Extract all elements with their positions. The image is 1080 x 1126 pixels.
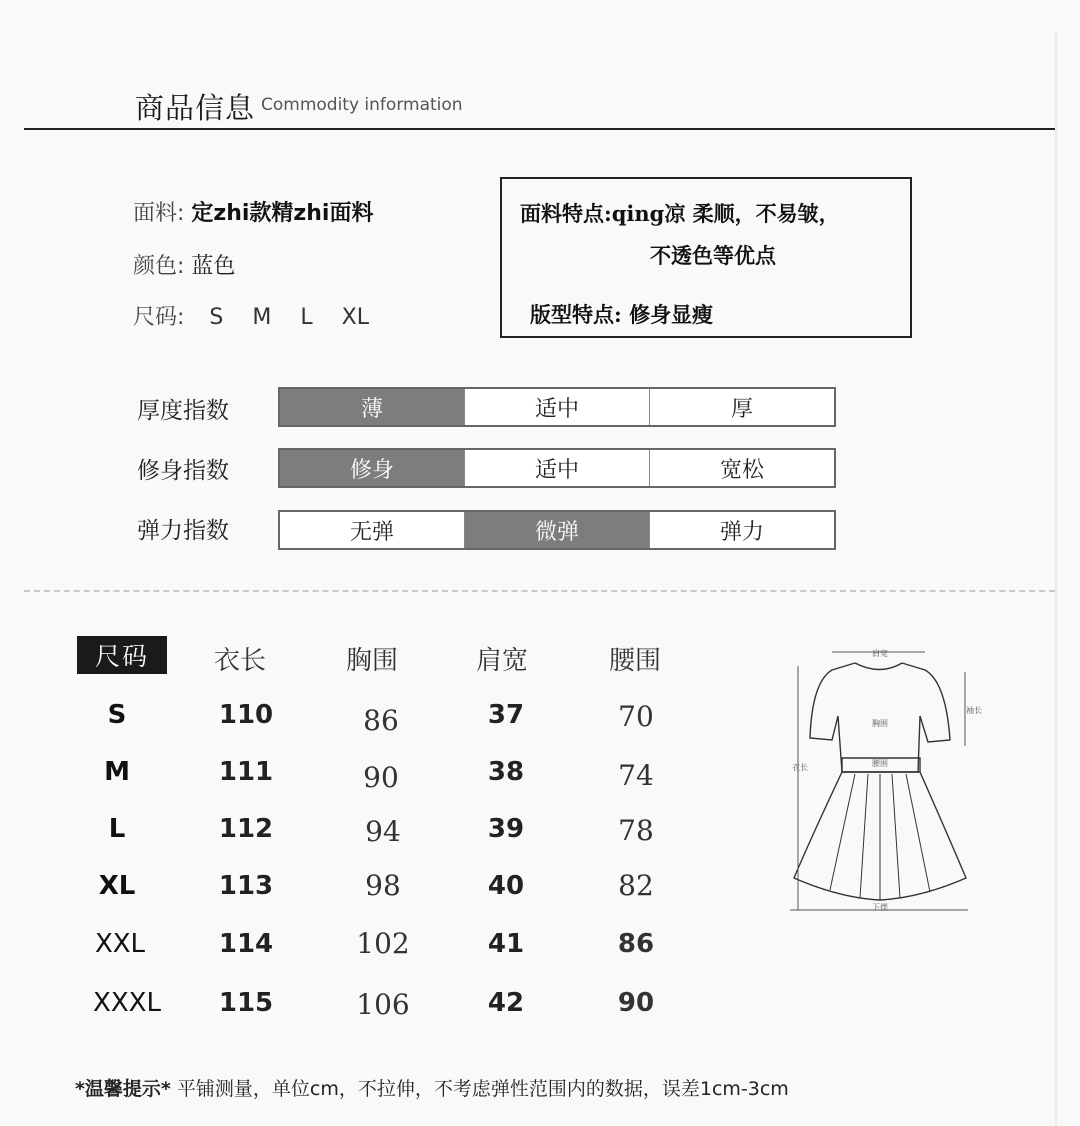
diagram-label-chest: 胸围 [872, 719, 888, 728]
fit-option-loose: 宽松 [649, 450, 834, 486]
dress-neckline [855, 663, 902, 670]
table-cell-chest: 106 [356, 988, 410, 1021]
dress-right-sleeve [902, 663, 950, 742]
table-cell-waist: 74 [618, 759, 654, 792]
table-cell-size: L [108, 814, 126, 844]
size-row [133, 300, 391, 331]
diagram-label-hem: 下摆 [872, 903, 888, 912]
table-cell-waist: 82 [618, 869, 654, 902]
table-cell-shoulder: 42 [487, 988, 525, 1018]
fabric-feature-line2: 不透色等优点 [650, 243, 776, 268]
stretch-index-bar [278, 510, 836, 550]
fit-feature: 版型特点: 修身显瘦 [530, 302, 714, 327]
length-column-header: 衣长 [214, 646, 267, 676]
chest-column-header: 胸围 [346, 646, 399, 676]
table-cell-waist: 70 [618, 700, 654, 733]
fabric-row [133, 196, 373, 227]
table-cell-length: 111 [218, 757, 274, 787]
thickness-index-label: 厚度指数 [137, 398, 229, 424]
dress-skirt-pleats [830, 774, 930, 900]
header-title-en: Commodity information [261, 95, 463, 115]
thickness-option-medium: 适中 [464, 389, 649, 425]
color-label: 颜色: [133, 254, 185, 279]
thickness-option-thick: 厚 [649, 389, 834, 425]
table-cell-waist: 78 [618, 814, 654, 847]
fabric-feature-line1: 面料特点:qing凉 柔顺，不易皱， [520, 201, 840, 226]
thickness-option-thin: 薄 [280, 389, 464, 425]
table-cell-shoulder: 37 [487, 700, 525, 730]
stretch-option-slight: 微弹 [464, 512, 649, 548]
stretch-option-none: 无弹 [349, 519, 394, 545]
table-cell-waist: 90 [617, 988, 655, 1018]
diagram-label-shoulder: 肩宽 [872, 649, 888, 658]
table-cell-length: 114 [218, 929, 274, 959]
table-cell-length: 110 [218, 700, 274, 730]
stretch-index-label: 弹力指数 [137, 518, 229, 544]
color-row [133, 249, 235, 280]
footer-tip: *温馨提示* [75, 1078, 171, 1100]
dress-measurement-diagram [760, 640, 995, 920]
dress-left-sleeve [810, 663, 855, 740]
table-cell-size: S [107, 700, 127, 730]
waist-column-header: 腰围 [609, 646, 662, 676]
fit-index-bar [278, 448, 836, 488]
diagram-label-waist: 腰围 [872, 759, 888, 768]
stretch-option-stretchy: 弹力 [649, 512, 834, 548]
table-cell-length: 115 [218, 988, 274, 1018]
table-cell-size: XXXL [93, 988, 161, 1018]
fit-index-label: 修身指数 [137, 458, 229, 484]
size-option: S [209, 305, 224, 330]
fabric-value: 定zhi款精zhi面料 [191, 201, 374, 226]
table-cell-shoulder: 40 [487, 871, 525, 901]
fit-option-regular: 适中 [464, 450, 649, 486]
table-cell-chest: 90 [363, 761, 399, 794]
fit-option-slim: 修身 [280, 450, 464, 486]
diagram-label-length: 衣长 [792, 763, 808, 772]
diagram-label-sleeve: 袖长 [966, 706, 982, 715]
table-cell-chest: 98 [365, 869, 401, 902]
header-title-cn: 商品信息 [135, 91, 256, 125]
shoulder-column-header: 肩宽 [476, 646, 529, 676]
table-cell-size: XXL [94, 929, 146, 959]
table-cell-shoulder: 41 [487, 929, 525, 959]
table-cell-waist: 86 [617, 929, 655, 959]
size-option: XL [341, 305, 369, 330]
size-option: M [252, 305, 272, 330]
footer-text: 平铺测量，单位cm，不拉伸，不考虑弹性范围内的数据，误差1cm-3cm [176, 1078, 789, 1100]
table-cell-shoulder: 39 [487, 814, 525, 844]
size-column-header: 尺码 [77, 636, 167, 674]
table-cell-chest: 86 [363, 704, 399, 737]
table-cell-chest: 102 [356, 927, 410, 960]
footer-note [75, 1074, 789, 1101]
color-value: 蓝色 [191, 254, 236, 279]
feature-box [500, 177, 912, 338]
fabric-label: 面料: [133, 201, 185, 226]
table-cell-shoulder: 38 [487, 757, 525, 787]
table-cell-length: 113 [218, 871, 274, 901]
page-edge-line [1055, 30, 1057, 1126]
table-cell-chest: 94 [365, 815, 401, 848]
table-cell-size: XL [98, 871, 136, 901]
section-divider [24, 590, 1055, 592]
table-cell-length: 112 [218, 814, 274, 844]
header-divider [24, 128, 1055, 130]
size-label: 尺码: [133, 305, 185, 330]
table-cell-size: M [104, 757, 130, 787]
thickness-index-bar [278, 387, 836, 427]
size-option: L [300, 305, 313, 330]
